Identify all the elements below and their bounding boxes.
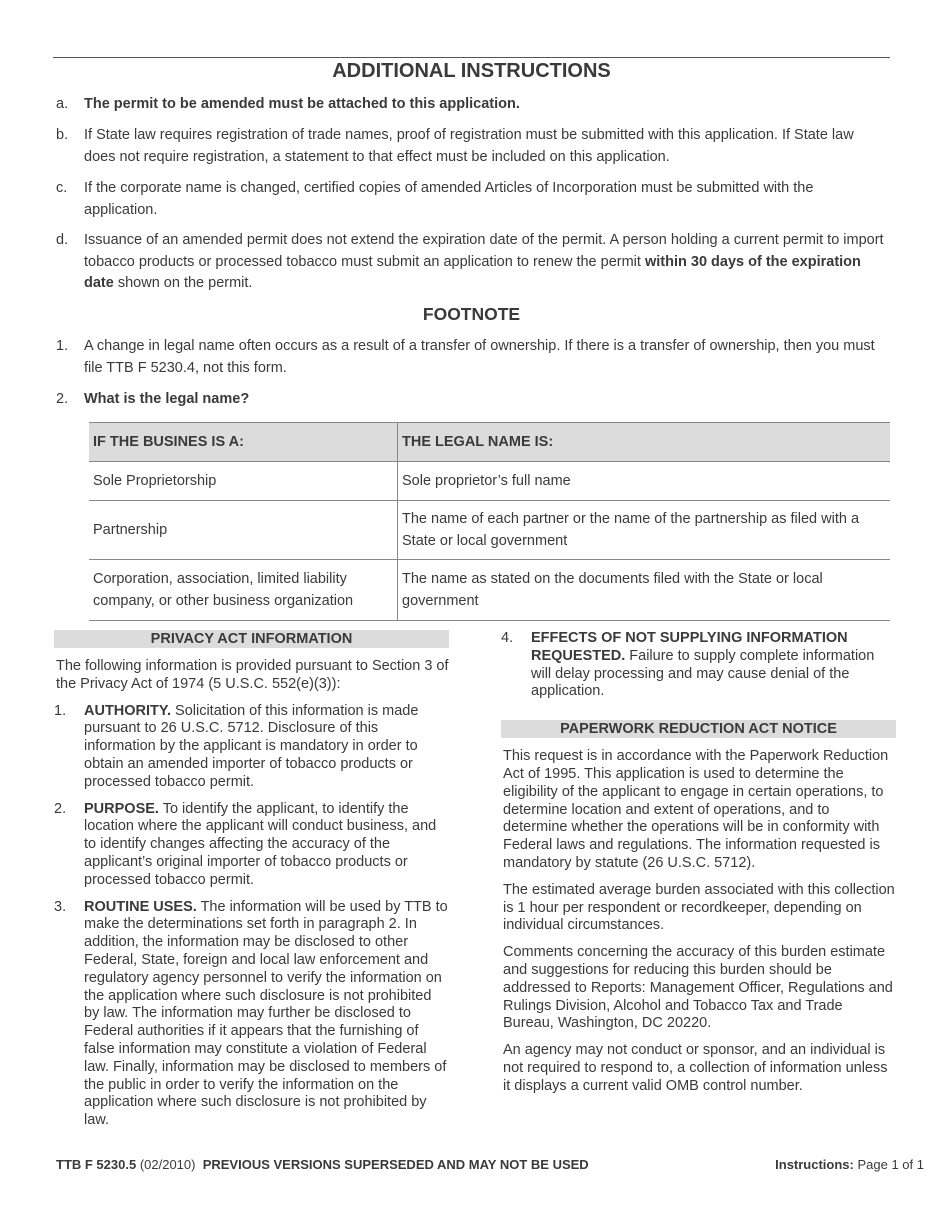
privacy-intro: The following information is provided pursuant to Section 3 of the Privacy Act of 1974 (5 U.S.C. 552(e)(3)): xyxy=(56,658,449,692)
table-header-row xyxy=(89,423,890,462)
privacy-item-heading: AUTHORITY. xyxy=(84,702,171,719)
privacy-item-heading: PURPOSE. xyxy=(84,800,159,817)
privacy-item-marker: 1. xyxy=(54,702,67,719)
privacy-item-routine-uses xyxy=(54,899,449,1130)
privacy-item-text: Solicitation of this information is made pursuant to 26 U.S.C. 5712. Disclosure of this information by the applicant is mandatory in order to obtain an amended importer of tobacco products or processed tobacco permit. xyxy=(84,702,419,790)
instruction-marker: a. xyxy=(56,96,69,112)
top-rule xyxy=(53,57,890,58)
instruction-marker: b. xyxy=(56,127,69,143)
table-row xyxy=(89,462,890,501)
footnote-2 xyxy=(56,389,886,411)
legal-name-table xyxy=(89,422,890,621)
instruction-marker: d. xyxy=(56,232,69,248)
page-number: Page 1 of 1 xyxy=(853,1157,924,1172)
form-date: (02/2010) xyxy=(136,1157,196,1172)
privacy-item-heading: ROUTINE USES. xyxy=(84,898,197,915)
table-header: THE LEGAL NAME IS: xyxy=(398,423,891,462)
table-cell: Sole Proprietorship xyxy=(89,462,398,501)
privacy-item-text: Failure to supply complete information will delay processing and may cause denial of the application. xyxy=(531,647,875,700)
paperwork-paragraph: An agency may not conduct or sponsor, and an individual is not required to respond to, a collection of information unless it displays a current valid OMB control number. xyxy=(503,1042,888,1094)
table-cell: The name as stated on the documents filed with the State or local government xyxy=(398,560,891,621)
table-cell: Partnership xyxy=(89,501,398,560)
instruction-text-end: shown on the permit. xyxy=(113,275,253,291)
table-row xyxy=(89,560,890,621)
instruction-marker: c. xyxy=(56,180,68,196)
privacy-act-section xyxy=(54,630,449,1130)
footnote-question: What is the legal name? xyxy=(84,391,250,407)
paperwork-title: PAPERWORK REDUCTION ACT NOTICE xyxy=(501,720,896,738)
table-cell: Sole proprietor’s full name xyxy=(398,462,891,501)
instruction-a xyxy=(56,94,886,116)
table-header: IF THE BUSINES IS A: xyxy=(89,423,398,462)
privacy-item-purpose xyxy=(54,801,449,890)
table-cell: Corporation, association, limited liability company, or other business organization xyxy=(89,560,398,621)
table-cell: The name of each partner or the name of the partnership as filed with a State or local government xyxy=(398,501,891,560)
instruction-bold-deadline: within 30 days of the expiration date xyxy=(84,253,861,291)
privacy-item-text: To identify the applicant, to identify the location where the applicant will conduct business, and to identify changes affecting the accuracy of the applicant’s original importer of tobacco products or processed tobacco permit. xyxy=(84,800,437,888)
privacy-item-marker: 2. xyxy=(54,800,67,817)
right-column xyxy=(501,630,896,1096)
form-number: TTB F 5230.5 xyxy=(56,1157,137,1172)
table-row xyxy=(89,501,890,560)
privacy-act-title: PRIVACY ACT INFORMATION xyxy=(54,630,449,648)
instruction-text: If the corporate name is changed, certified copies of amended Articles of Incorporation must be submitted with the application. xyxy=(84,180,814,218)
instruction-c xyxy=(56,178,886,221)
privacy-item-effects xyxy=(501,630,896,701)
privacy-item-marker: 4. xyxy=(501,630,514,646)
privacy-item-text: The information will be used by TTB to make the determinations set forth in paragraph 2. In addition, the information may be disclosed to other Federal, State, foreign and local law enforcement and regulatory agency personnel to verify the information on the application where such disclosure is not prohibited by law. The information may further be disclosed to Federal authorities if it appears that the furnishing of false information may constitute a violation of Federal law. Finally, information may be disclosed to members of the public in order to verify the information on the application where such disclosure is not prohibited by law. xyxy=(84,898,448,1129)
footnote-marker: 1. xyxy=(56,338,69,354)
instructions-label: Instructions: xyxy=(775,1157,854,1172)
footnote-text: A change in legal name often occurs as a result of a transfer of ownership. If there is a transfer of ownership, then you must file TTB F 5230.4, not this form. xyxy=(84,338,875,376)
paperwork-paragraph: Comments concerning the accuracy of this burden estimate and suggestions for reducing this burden should be addressed to Reports: Management Officer, Regulations and Rulings Division, Alcohol and Tobacco Tax and Trade Bureau, Washington, DC 20220. xyxy=(503,944,893,1032)
paperwork-paragraph: This request is in accordance with the Paperwork Reduction Act of 1995. This application is used to determine the eligibility of the applicant to engage in certain operations, to determine location and extent of operations, and to determine whether the operations will be in conformity with Federal laws and regulations. The information requested is mandatory by statute (26 U.S.C. 5712). xyxy=(503,748,889,871)
page-title: ADDITIONAL INSTRUCTIONS xyxy=(332,60,611,82)
instruction-b xyxy=(56,125,886,168)
footnote-1 xyxy=(56,336,886,379)
paperwork-paragraph: The estimated average burden associated with this collection is 1 hour per respondent or recordkeeper, depending on individual circumstances. xyxy=(503,881,895,934)
footnote-marker: 2. xyxy=(56,391,69,407)
instruction-text: Issuance of an amended permit does not extend the expiration date of the permit. A person holding a current permit to import tobacco products or processed tobacco must submit an application to renew the permit xyxy=(84,232,884,270)
page-indicator xyxy=(775,1157,924,1173)
privacy-item-heading: EFFECTS OF NOT SUPPLYING INFORMATION REQUESTED. xyxy=(531,630,848,664)
superseded-notice: PREVIOUS VERSIONS SUPERSEDED AND MAY NOT BE USED xyxy=(202,1157,589,1172)
privacy-item-authority xyxy=(54,703,449,792)
instruction-d xyxy=(56,230,886,295)
form-footer xyxy=(56,1157,589,1173)
instruction-text: The permit to be amended must be attached to this application. xyxy=(84,96,520,112)
privacy-item-marker: 3. xyxy=(54,898,67,915)
footnote-title: FOOTNOTE xyxy=(422,304,521,324)
instruction-text: If State law requires registration of trade names, proof of registration must be submitted with this application. If State law does not require registration, a statement to that effect must be included on this application. xyxy=(84,127,854,165)
